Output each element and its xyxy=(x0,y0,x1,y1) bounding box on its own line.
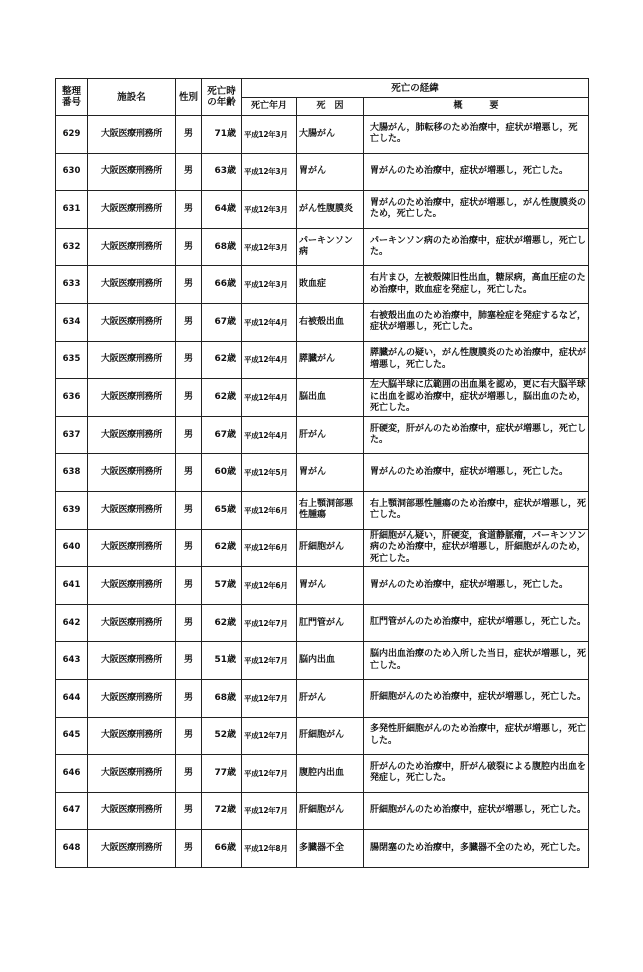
death-date-cell: 平成12年7月 xyxy=(242,679,297,717)
table-row xyxy=(56,642,589,680)
facility-name-cell: 大阪医療刑務所 xyxy=(88,341,176,379)
death-date-cell: 平成12年6月 xyxy=(242,529,297,567)
table-row xyxy=(56,116,589,154)
sex-cell: 男 xyxy=(176,116,202,154)
summary-cell: 肝がんのため治療中，肝がん破裂による腹腔内出血を発症し，死亡した。 xyxy=(364,755,589,793)
death-date-cell: 平成12年7月 xyxy=(242,717,297,755)
summary-cell: 膵臓がんの疑い，がん性腹膜炎のため治療中，症状が増悪し，死亡した。 xyxy=(364,341,589,379)
record-number-cell: 644 xyxy=(56,679,88,717)
age-at-death-cell: 62歳 xyxy=(202,529,242,567)
table-row xyxy=(56,191,589,229)
facility-name-cell: 大阪医療刑務所 xyxy=(88,153,176,191)
summary-cell: 腸閉塞のため治療中，多臓器不全のため，死亡した。 xyxy=(364,830,589,868)
facility-name-cell: 大阪医療刑務所 xyxy=(88,642,176,680)
summary-cell: 左大脳半球に広範囲の出血巣を認め，更に右大脳半球に出血を認め治療中，症状が増悪し，脳出血のため，死亡した。 xyxy=(364,379,589,417)
summary-cell: 胃がんのため治療中，症状が増悪し，がん性腹膜炎のため，死亡した。 xyxy=(364,191,589,229)
cause-of-death-cell: 肝細胞がん xyxy=(297,792,364,830)
death-date-cell: 平成12年7月 xyxy=(242,792,297,830)
cause-of-death-cell: 膵臓がん xyxy=(297,341,364,379)
cause-of-death-cell: 腹腔内出血 xyxy=(297,755,364,793)
table-row xyxy=(56,341,589,379)
summary-cell: 胃がんのため治療中，症状が増悪し，死亡した。 xyxy=(364,153,589,191)
death-date-cell: 平成12年4月 xyxy=(242,341,297,379)
death-date-cell: 平成12年5月 xyxy=(242,454,297,492)
cause-of-death-cell: 敗血症 xyxy=(297,266,364,304)
death-date-cell: 平成12年4月 xyxy=(242,416,297,454)
sex-cell: 男 xyxy=(176,755,202,793)
facility-name-cell: 大阪医療刑務所 xyxy=(88,567,176,605)
cause-of-death-cell: 肝細胞がん xyxy=(297,529,364,567)
cause-of-death-cell: 肝がん xyxy=(297,679,364,717)
table-row xyxy=(56,567,589,605)
sex-cell: 男 xyxy=(176,567,202,605)
facility-name-cell: 大阪医療刑務所 xyxy=(88,228,176,266)
summary-cell: 肝細胞がん疑い，肝硬変，食道静脈瘤，パーキンソン病のため治療中，症状が増悪し，肝細胞がんのため，死亡した。 xyxy=(364,529,589,567)
age-at-death-cell: 57歳 xyxy=(202,567,242,605)
cause-of-death-cell: がん性腹膜炎 xyxy=(297,191,364,229)
sex-cell: 男 xyxy=(176,642,202,680)
table-row xyxy=(56,491,589,529)
sex-cell: 男 xyxy=(176,416,202,454)
death-date-cell: 平成12年3月 xyxy=(242,116,297,154)
table-row xyxy=(56,454,589,492)
cause-of-death-cell: パーキンソン病 xyxy=(297,228,364,266)
table-row xyxy=(56,228,589,266)
age-at-death-cell: 65歳 xyxy=(202,491,242,529)
age-at-death-cell: 62歳 xyxy=(202,341,242,379)
summary-cell: 脳内出血治療のため入所した当日，症状が増悪し，死亡した。 xyxy=(364,642,589,680)
age-at-death-cell: 64歳 xyxy=(202,191,242,229)
record-number-cell: 642 xyxy=(56,604,88,642)
facility-name-cell: 大阪医療刑務所 xyxy=(88,191,176,229)
sex-cell: 男 xyxy=(176,303,202,341)
summary-cell: パーキンソン病のため治療中，症状が増悪し，死亡した。 xyxy=(364,228,589,266)
record-number-cell: 638 xyxy=(56,454,88,492)
cause-of-death-cell: 右被殻出血 xyxy=(297,303,364,341)
record-number-cell: 630 xyxy=(56,153,88,191)
summary-cell: 胃がんのため治療中，症状が増悪し，死亡した。 xyxy=(364,454,589,492)
table-row xyxy=(56,604,589,642)
record-number-cell: 636 xyxy=(56,379,88,417)
age-at-death-cell: 77歳 xyxy=(202,755,242,793)
cause-of-death-cell: 胃がん xyxy=(297,454,364,492)
summary-cell: 右被殻出血のため治療中，肺塞栓症を発症するなど，症状が増悪し，死亡した。 xyxy=(364,303,589,341)
sex-cell: 男 xyxy=(176,153,202,191)
summary-cell: 多発性肝細胞がんのため治療中，症状が増悪し，死亡した。 xyxy=(364,717,589,755)
death-date-cell: 平成12年3月 xyxy=(242,228,297,266)
header-sex: 性別 xyxy=(176,79,202,116)
record-number-cell: 633 xyxy=(56,266,88,304)
table-row xyxy=(56,529,589,567)
record-number-cell: 641 xyxy=(56,567,88,605)
summary-cell: 胃がんのため治療中，症状が増悪し，死亡した。 xyxy=(364,567,589,605)
age-at-death-cell: 52歳 xyxy=(202,717,242,755)
age-at-death-cell: 63歳 xyxy=(202,153,242,191)
facility-name-cell: 大阪医療刑務所 xyxy=(88,529,176,567)
cause-of-death-cell: 肝細胞がん xyxy=(297,717,364,755)
cause-of-death-cell: 脳出血 xyxy=(297,379,364,417)
record-number-cell: 631 xyxy=(56,191,88,229)
cause-of-death-cell: 右上顎洞部悪性腫瘍 xyxy=(297,491,364,529)
death-date-cell: 平成12年3月 xyxy=(242,266,297,304)
summary-cell: 大腸がん，肺転移のため治療中，症状が増悪し，死亡した。 xyxy=(364,116,589,154)
facility-name-cell: 大阪医療刑務所 xyxy=(88,379,176,417)
death-date-cell: 平成12年3月 xyxy=(242,153,297,191)
death-date-cell: 平成12年6月 xyxy=(242,567,297,605)
cause-of-death-cell: 多臓器不全 xyxy=(297,830,364,868)
table-row xyxy=(56,679,589,717)
record-number-cell: 635 xyxy=(56,341,88,379)
facility-name-cell: 大阪医療刑務所 xyxy=(88,303,176,341)
sex-cell: 男 xyxy=(176,379,202,417)
table-row xyxy=(56,717,589,755)
header-no: 整理番号 xyxy=(56,79,88,116)
facility-name-cell: 大阪医療刑務所 xyxy=(88,755,176,793)
record-number-cell: 639 xyxy=(56,491,88,529)
record-number-cell: 647 xyxy=(56,792,88,830)
header-row-top xyxy=(56,79,589,98)
cause-of-death-cell: 脳内出血 xyxy=(297,642,364,680)
facility-name-cell: 大阪医療刑務所 xyxy=(88,266,176,304)
header-facility: 施設名 xyxy=(88,79,176,116)
facility-name-cell: 大阪医療刑務所 xyxy=(88,116,176,154)
table-row xyxy=(56,792,589,830)
age-at-death-cell: 68歳 xyxy=(202,228,242,266)
cause-of-death-cell: 大腸がん xyxy=(297,116,364,154)
sex-cell: 男 xyxy=(176,830,202,868)
record-number-cell: 632 xyxy=(56,228,88,266)
sex-cell: 男 xyxy=(176,604,202,642)
sex-cell: 男 xyxy=(176,679,202,717)
record-number-cell: 634 xyxy=(56,303,88,341)
cause-of-death-cell: 肝がん xyxy=(297,416,364,454)
header-date: 死亡年月 xyxy=(242,98,297,116)
age-at-death-cell: 60歳 xyxy=(202,454,242,492)
death-date-cell: 平成12年7月 xyxy=(242,755,297,793)
death-date-cell: 平成12年4月 xyxy=(242,303,297,341)
table-row xyxy=(56,266,589,304)
age-at-death-cell: 67歳 xyxy=(202,416,242,454)
death-date-cell: 平成12年8月 xyxy=(242,830,297,868)
record-number-cell: 646 xyxy=(56,755,88,793)
facility-name-cell: 大阪医療刑務所 xyxy=(88,454,176,492)
facility-name-cell: 大阪医療刑務所 xyxy=(88,717,176,755)
summary-cell: 肝細胞がんのため治療中，症状が増悪し，死亡した。 xyxy=(364,792,589,830)
record-number-cell: 645 xyxy=(56,717,88,755)
death-date-cell: 平成12年7月 xyxy=(242,642,297,680)
age-at-death-cell: 62歳 xyxy=(202,379,242,417)
record-number-cell: 629 xyxy=(56,116,88,154)
table-row xyxy=(56,153,589,191)
record-number-cell: 640 xyxy=(56,529,88,567)
sex-cell: 男 xyxy=(176,191,202,229)
age-at-death-cell: 68歳 xyxy=(202,679,242,717)
cause-of-death-cell: 胃がん xyxy=(297,153,364,191)
summary-cell: 右上顎洞部悪性腫瘍のため治療中，症状が増悪し，死亡した。 xyxy=(364,491,589,529)
age-at-death-cell: 51歳 xyxy=(202,642,242,680)
death-date-cell: 平成12年3月 xyxy=(242,191,297,229)
death-date-cell: 平成12年4月 xyxy=(242,379,297,417)
sex-cell: 男 xyxy=(176,341,202,379)
record-number-cell: 648 xyxy=(56,830,88,868)
table-row xyxy=(56,830,589,868)
header-process: 死亡の経緯 xyxy=(242,79,589,98)
age-at-death-cell: 66歳 xyxy=(202,266,242,304)
age-at-death-cell: 71歳 xyxy=(202,116,242,154)
table-row xyxy=(56,303,589,341)
sex-cell: 男 xyxy=(176,454,202,492)
cause-of-death-cell: 胃がん xyxy=(297,567,364,605)
sex-cell: 男 xyxy=(176,717,202,755)
summary-cell: 肝細胞がんのため治療中，症状が増悪し，死亡した。 xyxy=(364,679,589,717)
age-at-death-cell: 67歳 xyxy=(202,303,242,341)
header-summary: 概 要 xyxy=(364,98,589,116)
facility-name-cell: 大阪医療刑務所 xyxy=(88,792,176,830)
sex-cell: 男 xyxy=(176,792,202,830)
sex-cell: 男 xyxy=(176,529,202,567)
facility-name-cell: 大阪医療刑務所 xyxy=(88,491,176,529)
table-row xyxy=(56,416,589,454)
facility-name-cell: 大阪医療刑務所 xyxy=(88,416,176,454)
sex-cell: 男 xyxy=(176,266,202,304)
header-cause: 死 因 xyxy=(297,98,364,116)
table-row xyxy=(56,379,589,417)
age-at-death-cell: 72歳 xyxy=(202,792,242,830)
table-row xyxy=(56,755,589,793)
death-date-cell: 平成12年6月 xyxy=(242,491,297,529)
summary-cell: 肛門管がんのため治療中，症状が増悪し，死亡した。 xyxy=(364,604,589,642)
death-date-cell: 平成12年7月 xyxy=(242,604,297,642)
summary-cell: 肝硬変，肝がんのため治療中，症状が増悪し，死亡した。 xyxy=(364,416,589,454)
sex-cell: 男 xyxy=(176,228,202,266)
death-record-table xyxy=(55,78,589,868)
age-at-death-cell: 66歳 xyxy=(202,830,242,868)
record-number-cell: 637 xyxy=(56,416,88,454)
age-at-death-cell: 62歳 xyxy=(202,604,242,642)
sex-cell: 男 xyxy=(176,491,202,529)
facility-name-cell: 大阪医療刑務所 xyxy=(88,830,176,868)
record-number-cell: 643 xyxy=(56,642,88,680)
facility-name-cell: 大阪医療刑務所 xyxy=(88,679,176,717)
facility-name-cell: 大阪医療刑務所 xyxy=(88,604,176,642)
header-age: 死亡時の年齢 xyxy=(202,79,242,116)
summary-cell: 右片まひ，左被殻陳旧性出血，糖尿病，高血圧症のため治療中，敗血症を発症し，死亡した。 xyxy=(364,266,589,304)
cause-of-death-cell: 肛門管がん xyxy=(297,604,364,642)
